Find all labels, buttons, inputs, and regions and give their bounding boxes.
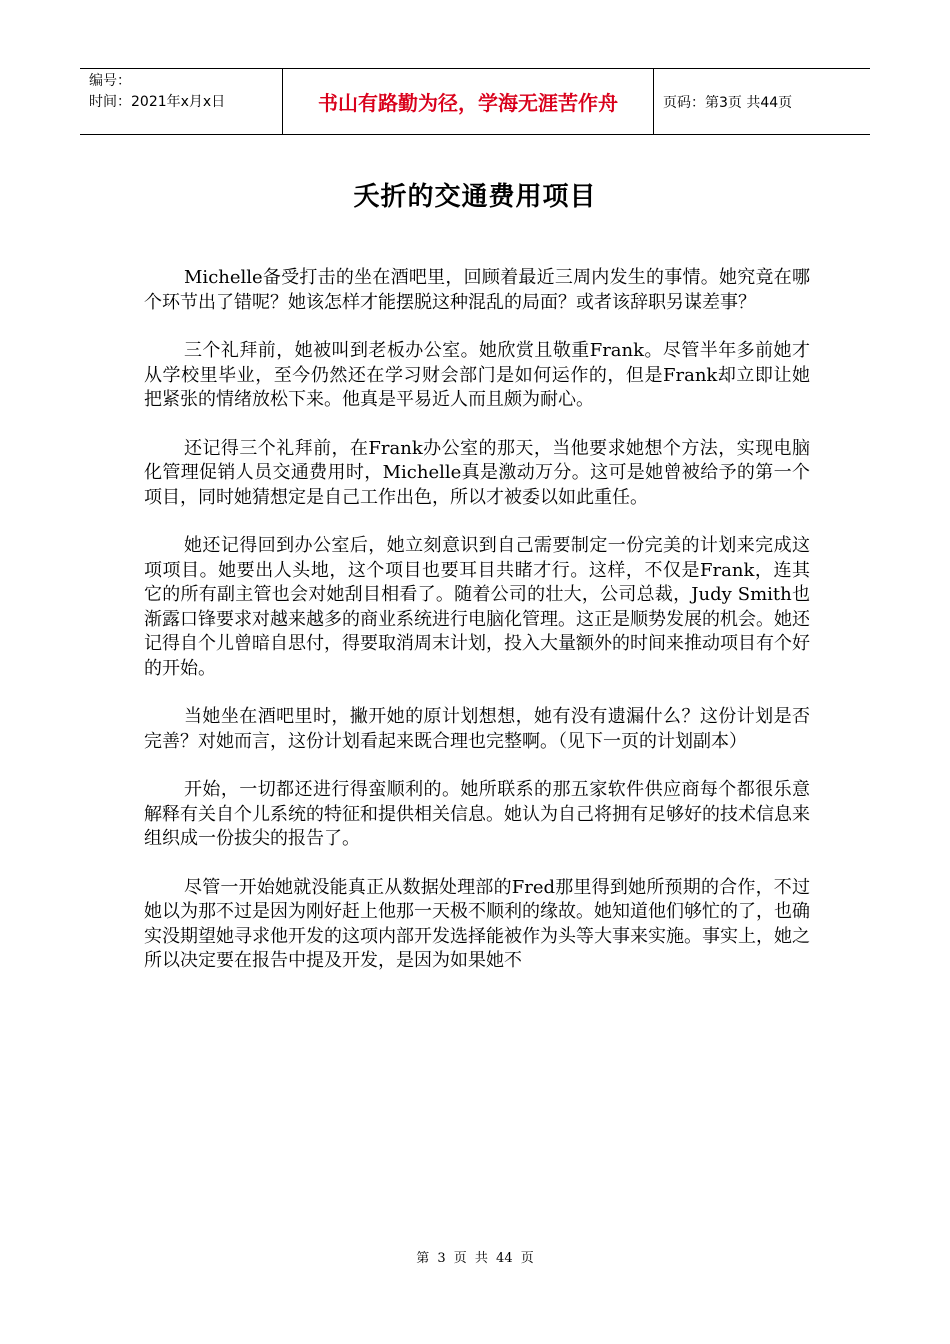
header-motto: 书山有路勤为径，学海无涯苦作舟: [283, 69, 654, 134]
paragraph-2: 三个礼拜前，她被叫到老板办公室。她欣赏且敬重Frank。尽管半年多前她才从学校里毕业，至今仍然还在学习财会部门是如何运作的，但是Frank却立即让她把紧张的情绪放松下来。他真是平易近人而且颇为耐心。: [144, 340, 810, 410]
document-title: 夭折的交通费用项目: [353, 182, 597, 212]
paragraph-1: Michelle备受打击的坐在酒吧里，回顾着最近三周内发生的事情。她究竟在哪个环节出了错呢？她该怎样才能摆脱这种混乱的局面？或者该辞职另谋差事？: [144, 267, 810, 313]
paragraph-7: 尽管一开始她就没能真正从数据处理部的Fred那里得到她所预期的合作，不过她以为那不过是因为刚好赶上他那一天极不顺利的缘故。她知道他们够忙的了，也确实没期望她寻求他开发的这项内部开发选择能被作为头等大事来实施。事实上，她之所以决定要在报告中提及开发，是因为如果她不: [144, 876, 810, 971]
document-body: [144, 266, 810, 998]
document-time-label: 时间：2021年x月x日: [89, 94, 226, 110]
paragraph-4: 她还记得回到办公室后，她立刻意识到自己需要制定一份完美的计划来完成这项项目。她要出人头地，这个项目也要耳目共睹才行。这样，不仅是Frank，连其它的所有副主管也会对她刮目相看了。随着公司的壮大，公司总裁，Judy Smith也渐露口锋要求对越来越多的商业系统进行电脑化管理。这正是顺势发展的机会。她还记得自个儿曾暗自思付，得要取消周末计划，投入大量额外的时间来推动项目有个好的开始。: [144, 535, 810, 679]
header-page-info: 页码：第3页 共44页: [663, 94, 793, 111]
paragraph-5: 当她坐在酒吧里时，撇开她的原计划想想，她有没有遗漏什么？这份计划是否完善？对她而言，这份计划看起来既合理也完整啊。（见下一页的计划副本）: [144, 706, 810, 752]
paragraph-6: 开始，一切都还进行得蛮顺利的。她所联系的那五家软件供应商每个都很乐意解释有关自个儿系统的特征和提供相关信息。她认为自己将拥有足够好的技术信息来组织成一份拔尖的报告了。: [144, 779, 810, 849]
paragraph-3: 还记得三个礼拜前，在Frank办公室的那天，当他要求她想个方法，实现电脑化管理促销人员交通费用时，Michelle真是激动万分。这可是她曾被给予的第一个项目，同时她猜想定是自己工作出色，所以才被委以如此重任。: [144, 437, 810, 508]
document-number-label: 编号：: [89, 73, 131, 89]
header-meta: [80, 69, 283, 134]
page-header: [80, 68, 870, 135]
page-footer: 第 3 页 共 44 页: [416, 1251, 534, 1266]
